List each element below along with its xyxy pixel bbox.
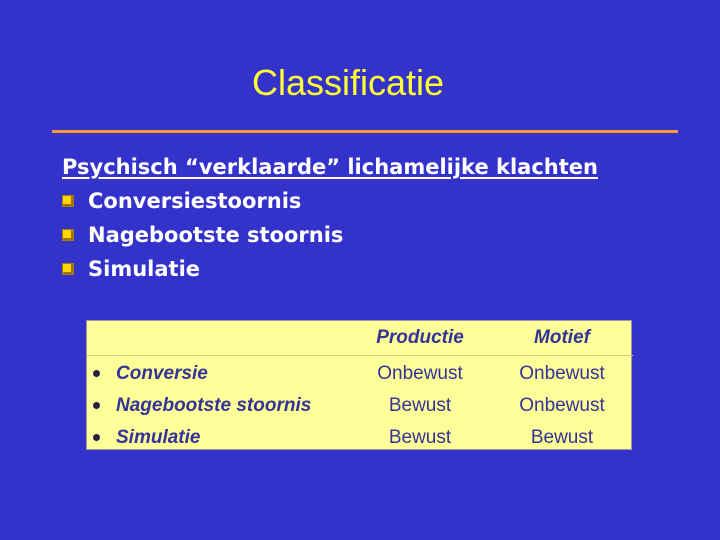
- row-name-cell: [87, 390, 349, 422]
- row-name: Simulatie: [116, 427, 201, 448]
- header-empty: [87, 321, 349, 356]
- square-bullet-icon: [62, 229, 74, 241]
- row-name-cell: [87, 356, 349, 391]
- bullet-text: Nagebootste stoornis: [88, 223, 344, 247]
- motief-cell: Onbewust: [519, 363, 605, 384]
- dot-bullet-icon: [93, 370, 100, 377]
- dot-bullet-icon: [93, 434, 100, 441]
- square-bullet-icon: [62, 195, 74, 207]
- row-name-cell: [87, 422, 349, 454]
- bullet-item: [62, 252, 598, 286]
- header-productie: Productie: [349, 321, 491, 356]
- section-heading: Psychisch “verklaarde” lichamelijke klachten: [62, 155, 598, 179]
- bullet-item: [62, 184, 598, 218]
- title-divider: [52, 130, 678, 133]
- productie-cell: Onbewust: [377, 363, 463, 384]
- slide-content: [62, 150, 598, 286]
- productie-cell: Bewust: [388, 395, 452, 416]
- square-bullet-icon: [62, 263, 74, 275]
- bullet-item: [62, 218, 598, 252]
- motief-cell: Bewust: [530, 427, 594, 448]
- table-header-row: [87, 321, 633, 356]
- dot-bullet-icon: [93, 402, 100, 409]
- row-name: Conversie: [116, 363, 208, 384]
- table-row: [87, 356, 633, 391]
- productie-cell: Bewust: [388, 427, 452, 448]
- header-motief: Motief: [491, 321, 633, 356]
- motief-cell: Onbewust: [519, 395, 605, 416]
- row-name: Nagebootste stoornis: [116, 395, 312, 416]
- bullet-text: Conversiestoornis: [88, 189, 302, 213]
- slide-title: Classificatie: [251, 62, 445, 103]
- table-row: [87, 390, 633, 422]
- classification-table: [86, 320, 632, 450]
- bullet-text: Simulatie: [88, 257, 201, 281]
- table-row: [87, 422, 633, 454]
